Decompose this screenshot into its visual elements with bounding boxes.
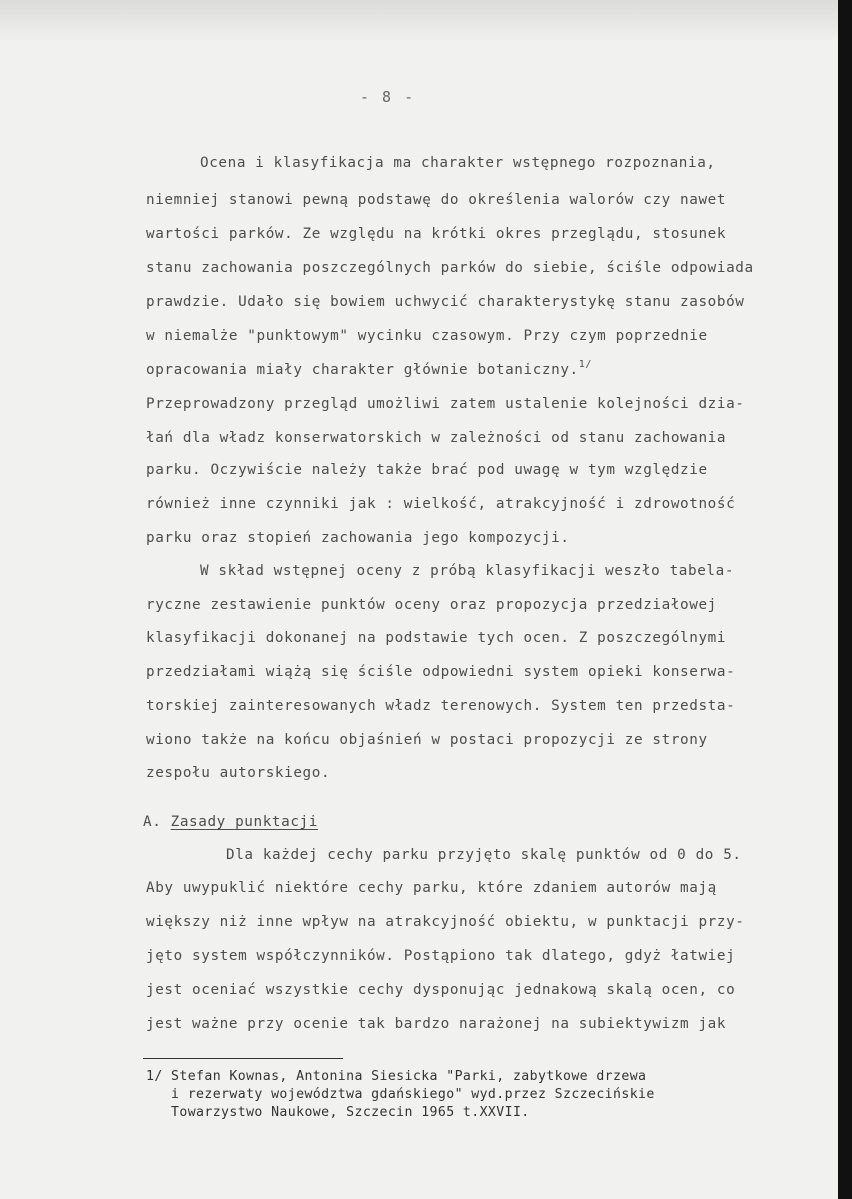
paragraph-2-line-5: parku oraz stopień zachowania jego kompozycji. [146,530,570,546]
paragraph-1-line-3: wartości parków. Ze względu na krótki okres przeglądu, stosunek [146,226,727,242]
paragraph-1-line-5: prawdzie. Udało się bowiem uchwycić charakterystykę stanu zasobów [146,294,745,310]
paragraph-2-line-4: również inne czynniki jak : wielkość, atrakcyjność i zdrowotność [146,496,736,512]
section-paragraph-line-4: jęto system współczynników. Postąpiono tak dlatego, gdyż łatwiej [146,948,736,964]
section-heading [143,814,318,830]
footnote-line-1: 1/ Stefan Kownas, Antonina Siesicka "Parki, zabytkowe drzewa [146,1069,647,1084]
section-paragraph-line-5: jest oceniać wszystkie cechy dysponując jednakową skalą ocen, co [146,982,736,998]
paragraph-3-line-1: W skład wstępnej oceny z próbą klasyfikacji weszło tabela- [200,563,735,579]
footnote-line-3: Towarzystwo Naukowe, Szczecin 1965 t.XXVII. [146,1105,530,1120]
paragraph-1-line-4: stanu zachowania poszczególnych parków do siebie, ściśle odpowiada [146,260,754,276]
section-paragraph-line-2: Aby uwypuklić niektóre cechy parku, które zdaniem autorów mają [146,880,717,896]
paragraph-1-line-1: Ocena i klasyfikacja ma charakter wstępnego rozpoznania, [200,155,716,171]
paragraph-1-line-7-text: opracowania miały charakter głównie botaniczny. [146,362,579,378]
footnote-separator [143,1058,343,1059]
paragraph-3-line-2: ryczne zestawienie punktów oceny oraz propozycja przedziałowej [146,597,717,613]
paragraph-1-line-7 [146,359,592,378]
paragraph-3-line-5: torskiej zainteresowanych władz terenowych. System ten przedsta- [146,698,736,714]
paragraph-3-line-7: zespołu autorskiego. [146,765,331,781]
section-paragraph-line-3: większy niż inne wpływ na atrakcyjność obiektu, w punktacji przy- [146,914,745,930]
paragraph-1-line-2: niemniej stanowi pewną podstawę do określenia walorów czy nawet [146,192,727,208]
section-title: Zasady punktacji [170,814,318,830]
footnote-reference: 1/ [578,359,592,370]
paragraph-2-line-3: parku. Oczywiście należy także brać pod uwagę w tym względzie [146,462,708,478]
footnote-line-2: i rezerwaty województwa gdańskiego" wyd.przez Szczecińskie [146,1087,655,1102]
paragraph-3-line-4: przedziałami wiążą się ściśle odpowiedni system opieki konserwa- [146,664,736,680]
paragraph-3-line-6: wiono także na końcu objaśnień w postaci propozycji ze strony [146,732,708,748]
section-letter: A. [143,814,162,830]
scan-top-edge [0,0,838,40]
section-paragraph-line-6: jest ważne przy ocenie tak bardzo narażonej na subiektywizm jak [146,1016,727,1032]
page-number: - 8 - [360,88,416,106]
paragraph-2-line-2: łań dla władz konserwatorskich w zależności od stanu zachowania [146,430,727,446]
paragraph-1-line-6: w niemalże "punktowym" wycinku czasowym. Przy czym poprzednie [146,328,708,344]
paragraph-2-line-1: Przeprowadzony przegląd umożliwi zatem ustalenie kolejności dzia- [146,396,745,412]
paragraph-3-line-3: klasyfikacji dokonanej na podstawie tych ocen. Z poszczególnymi [146,630,727,646]
section-paragraph-line-1: Dla każdej cechy parku przyjęto skalę punktów od 0 do 5. [226,847,742,863]
